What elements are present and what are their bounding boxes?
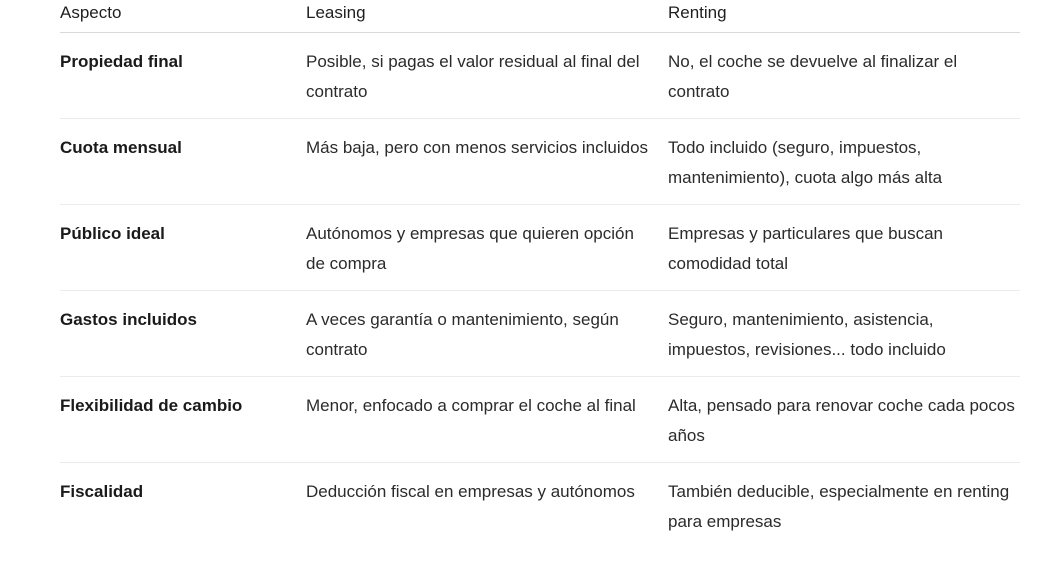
comparison-table <box>60 0 1020 548</box>
header-renting: Renting <box>668 0 1020 33</box>
row-aspect: Flexibilidad de cambio <box>60 377 306 463</box>
header-row <box>60 0 1020 33</box>
row-aspect: Propiedad final <box>60 33 306 119</box>
table-row <box>60 377 1020 463</box>
table-row <box>60 291 1020 377</box>
row-renting: Todo incluido (seguro, impuestos, mantenimiento), cuota algo más alta <box>668 119 1020 205</box>
row-leasing: Autónomos y empresas que quieren opción de compra <box>306 205 668 291</box>
header-leasing: Leasing <box>306 0 668 33</box>
row-leasing: A veces garantía o mantenimiento, según contrato <box>306 291 668 377</box>
comparison-table-container <box>60 0 1020 548</box>
row-aspect: Gastos incluidos <box>60 291 306 377</box>
row-renting: Empresas y particulares que buscan comodidad total <box>668 205 1020 291</box>
row-renting: Alta, pensado para renovar coche cada pocos años <box>668 377 1020 463</box>
table-row <box>60 205 1020 291</box>
row-leasing: Más baja, pero con menos servicios incluidos <box>306 119 668 205</box>
row-renting: También deducible, especialmente en renting para empresas <box>668 482 1010 531</box>
table-row <box>60 119 1020 205</box>
row-leasing: Menor, enfocado a comprar el coche al final <box>306 377 668 463</box>
table-body <box>60 33 1020 549</box>
row-leasing: Posible, si pagas el valor residual al final del contrato <box>306 33 668 119</box>
table-row <box>60 463 1020 549</box>
row-leasing: Deducción fiscal en empresas y autónomos <box>306 482 635 501</box>
table-header <box>60 0 1020 33</box>
row-aspect: Cuota mensual <box>60 119 306 205</box>
header-aspecto: Aspecto <box>60 0 306 33</box>
table-row <box>60 33 1020 119</box>
row-aspect: Fiscalidad <box>60 482 144 501</box>
row-aspect: Público ideal <box>60 205 306 291</box>
row-renting: Seguro, mantenimiento, asistencia, impuestos, revisiones... todo incluido <box>668 291 1020 377</box>
row-renting: No, el coche se devuelve al finalizar el contrato <box>668 33 1020 119</box>
